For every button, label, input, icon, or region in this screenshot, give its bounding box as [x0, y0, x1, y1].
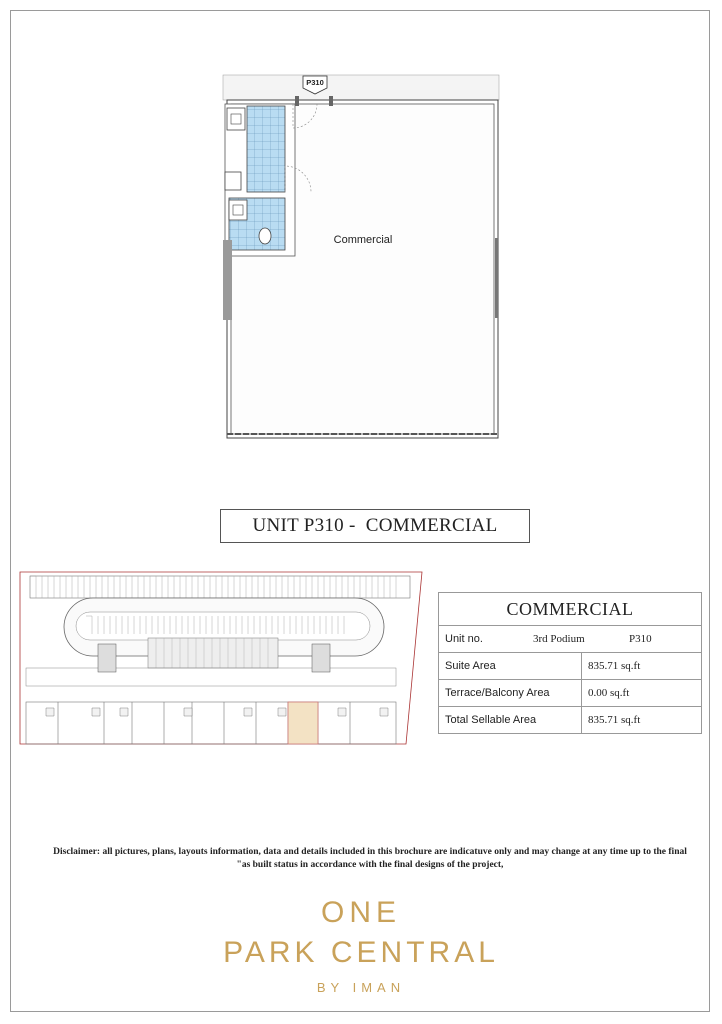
corridor-band	[223, 75, 499, 100]
sink-lower	[229, 200, 247, 220]
washroom-upper	[247, 106, 285, 192]
logo-line-1: ONE	[320, 896, 401, 929]
total-area-label: Total Sellable Area	[439, 707, 582, 734]
room-label: Commercial	[333, 234, 393, 246]
area-table	[438, 592, 702, 734]
disclaimer-line-1: Disclaimer: all pictures, plans, layouts information, data and details included in this brochure are indicatuve only and may change at any time up to the final	[53, 847, 687, 857]
logo-line-2: PARK CENTRAL	[223, 936, 499, 969]
unit-tag-label: P310	[306, 78, 324, 87]
disclaimer-line-2: "as built status in accordance with the final designs of the project,	[236, 860, 504, 870]
disclaimer	[40, 846, 700, 872]
unit-title: UNIT P310 - COMMERCIAL	[220, 509, 530, 543]
unit-no-label: Unit no.	[445, 633, 483, 645]
suite-area-value: 835.71 sq.ft	[582, 653, 702, 680]
logo-line-3: BY IMAN	[316, 980, 406, 995]
terrace-area-value: 0.00 sq.ft	[582, 680, 702, 707]
highlighted-unit	[288, 702, 318, 744]
unit-floor-plan	[215, 70, 505, 445]
total-area-value: 835.71 sq.ft	[582, 707, 702, 734]
unit-level: 3rd Podium	[533, 633, 585, 645]
suite-area-label: Suite Area	[439, 653, 582, 680]
sink-upper	[227, 108, 245, 130]
terrace-area-label: Terrace/Balcony Area	[439, 680, 582, 707]
key-plan	[16, 568, 426, 750]
area-table-heading: COMMERCIAL	[439, 593, 702, 626]
unit-number: P310	[629, 633, 652, 645]
toilet	[259, 228, 271, 244]
right-window	[495, 238, 498, 318]
left-window	[223, 240, 232, 320]
